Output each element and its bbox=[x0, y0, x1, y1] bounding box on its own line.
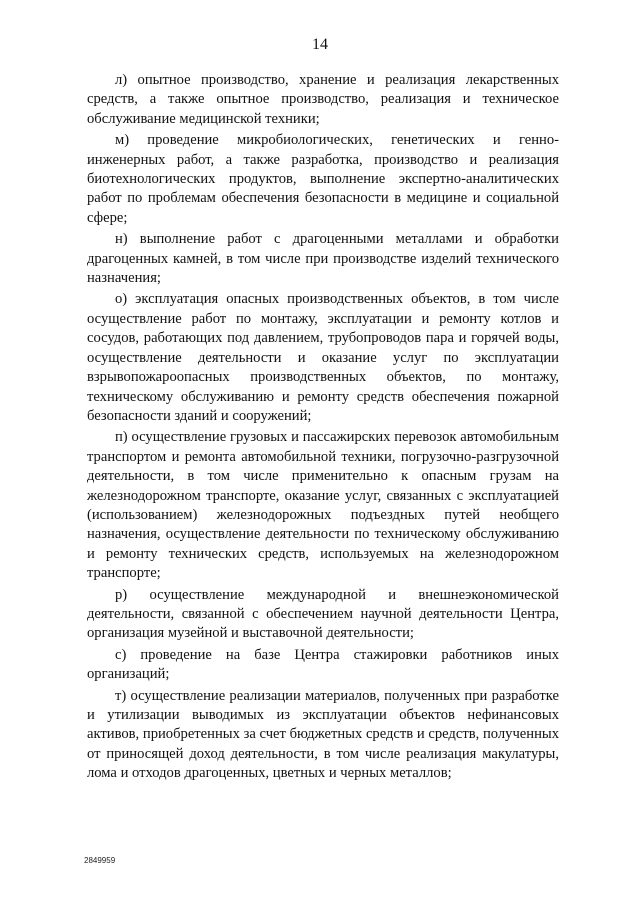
paragraph-s: с) проведение на базе Центра стажировки работников иных организаций; bbox=[87, 646, 559, 683]
paragraph-m: м) проведение микробиологических, генетических и генно-инженерных работ, а также разработка, производство и реализация биотехнологических продуктов, выполнение экспертно-аналитических работ по проблемам обеспечения безопасности в медицине и социальной сфере; bbox=[87, 132, 559, 226]
paragraph-p: п) осуществление грузовых и пассажирских перевозок автомобильным транспортом и ремонта автомобильной техники, погрузочно-разгрузочной деятельности, в том числе применительно к опасным грузам на железнодорожном транспорте, оказание услуг, связанных с эксплуатацией (использованием) железнодорожных подъездных путей необщего назначения, осуществление деятельности по техническому обслуживанию и ремонту технических средств, используемых на железнодорожном транспорте; bbox=[87, 429, 559, 582]
paragraph-r: р) осуществление международной и внешнеэкономической деятельности, связанной с обеспечением научной деятельности Центра, организация музейной и выставочной деятельности; bbox=[87, 586, 559, 642]
paragraph-o: о) эксплуатация опасных производственных объектов, в том числе осуществление работ по монтажу, эксплуатации и ремонту котлов и сосудов, работающих под давлением, трубопроводов пара и горячей воды, осуществление деятельности и оказание услуг по эксплуатации взрывопожароопасных производственных объектов, по монтажу, техническому обслуживанию и ремонту средств обеспечения пожарной безопасности зданий и сооружений; bbox=[87, 291, 559, 424]
page-number: 14 bbox=[312, 36, 328, 53]
document-code: 2849959 bbox=[84, 856, 116, 865]
paragraph-n: н) выполнение работ с драгоценными металлами и обработки драгоценных камней, в том числе при производстве изделий технического назначения; bbox=[87, 231, 559, 287]
document-body bbox=[87, 71, 559, 786]
paragraph-t: т) осуществление реализации материалов, полученных при разработке и утилизации выводимых из эксплуатации объектов нефинансовых активов, приобретенных за счет бюджетных средств и средств, полученных от приносящей доход деятельности, в том числе реализация макулатуры, лома и отходов драгоценных, цветных и черных металлов; bbox=[87, 687, 559, 782]
paragraph-l: л) опытное производство, хранение и реализация лекарственных средств, а также опытное производство, реализация и техническое обслуживание медицинской техники; bbox=[87, 72, 559, 127]
